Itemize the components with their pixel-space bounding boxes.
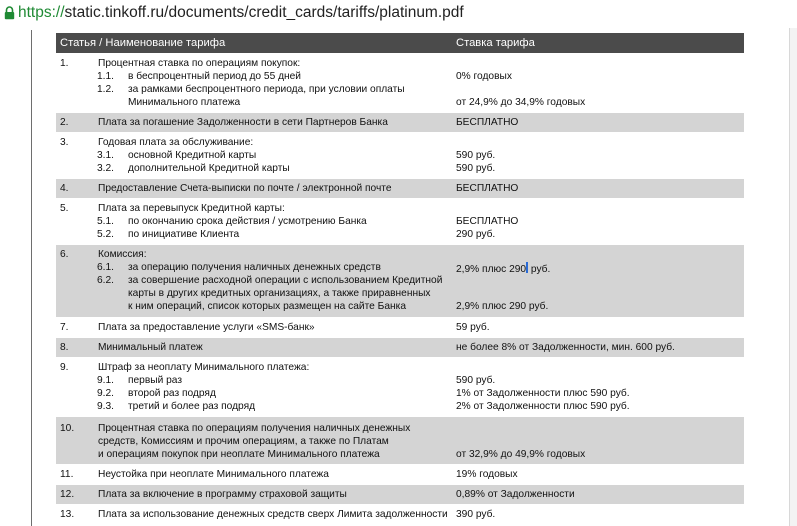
row-title: Процентная ставка по операциям получения наличных денежных bbox=[98, 423, 411, 434]
table-row bbox=[56, 53, 744, 112]
sub-number: 9.2. bbox=[97, 388, 114, 399]
sub-text: за операцию получения наличных денежных средств bbox=[128, 262, 381, 273]
sub-number: 9.1. bbox=[97, 375, 114, 386]
table-row bbox=[56, 464, 744, 484]
table-row bbox=[56, 178, 744, 198]
rate-value: 590 руб. bbox=[456, 150, 496, 161]
row-number: 5. bbox=[60, 203, 69, 214]
url-text[interactable] bbox=[18, 4, 464, 22]
url-protocol: https:// bbox=[18, 4, 65, 21]
table-row bbox=[56, 484, 744, 504]
address-bar[interactable] bbox=[0, 0, 797, 28]
row-number: 9. bbox=[60, 362, 69, 373]
rate-value: от 24,9% до 34,9% годовых bbox=[456, 97, 586, 108]
sub-number: 3.1. bbox=[97, 150, 114, 161]
row-number: 10. bbox=[60, 423, 75, 434]
rate-value: БЕСПЛАТНО bbox=[456, 117, 519, 128]
rate-value: 19% годовых bbox=[456, 469, 518, 480]
sub-text: дополнительной Кредитной карты bbox=[128, 163, 290, 174]
row-title: Комиссия: bbox=[98, 249, 147, 260]
rate-value: 0,89% от Задолженности bbox=[456, 489, 575, 500]
header-article: Статья / Наименование тарифа bbox=[60, 37, 226, 49]
rate-value: 2,9% плюс 290 руб. bbox=[456, 301, 549, 312]
rate-value: от 32,9% до 49,9% годовых bbox=[456, 449, 586, 460]
row-number: 6. bbox=[60, 249, 69, 260]
rate-value: 2% от Задолженности плюс 590 руб. bbox=[456, 401, 630, 412]
sub-number: 1.1. bbox=[97, 71, 114, 82]
page-edge bbox=[31, 30, 32, 526]
rate-value: не более 8% от Задолженности, мин. 600 руб. bbox=[456, 342, 675, 353]
row-title: Плата за включение в программу страховой защиты bbox=[98, 489, 347, 500]
row-title: и операциям покупок при неоплате Минимального платежа bbox=[98, 449, 380, 460]
header-rate: Ставка тарифа bbox=[456, 37, 535, 49]
row-title: Плата за предоставление услуги «SMS-банк» bbox=[98, 322, 315, 333]
rate-value bbox=[456, 262, 550, 275]
sub-number: 5.2. bbox=[97, 229, 114, 240]
row-number: 8. bbox=[60, 342, 69, 353]
sub-text: в беспроцентный период до 55 дней bbox=[128, 71, 302, 82]
table-row bbox=[56, 504, 744, 524]
row-title: Предоставление Счета-выписки по почте / электронной почте bbox=[98, 183, 392, 194]
rate-value-part: руб. bbox=[528, 264, 551, 275]
row-title: Штраф за неоплату Минимального платежа: bbox=[98, 362, 310, 373]
sub-number: 5.1. bbox=[97, 216, 114, 227]
rate-value: 590 руб. bbox=[456, 163, 496, 174]
tariff-table bbox=[56, 33, 744, 524]
table-row bbox=[56, 416, 744, 464]
sub-number: 3.2. bbox=[97, 163, 114, 174]
row-number: 4. bbox=[60, 183, 69, 194]
table-row bbox=[56, 132, 744, 178]
rate-value: 1% от Задолженности плюс 590 руб. bbox=[456, 388, 630, 399]
rate-value: БЕСПЛАТНО bbox=[456, 183, 519, 194]
rate-value-part: 2,9% плюс 290 bbox=[456, 264, 527, 275]
row-number: 1. bbox=[60, 58, 69, 69]
sub-text: по инициативе Клиента bbox=[128, 229, 240, 240]
sub-text: Минимального платежа bbox=[128, 97, 241, 108]
url-path: static.tinkoff.ru/documents/credit_cards/tariffs/platinum.pdf bbox=[64, 4, 464, 21]
row-number: 2. bbox=[60, 117, 69, 128]
sub-text: за рамками беспроцентного периода, при условии оплаты bbox=[128, 84, 405, 95]
table-row bbox=[56, 244, 744, 317]
rate-value: 0% годовых bbox=[456, 71, 512, 82]
sub-text: к ним операций, список которых размещен на сайте Банка bbox=[128, 301, 406, 312]
row-title: средств, Комиссиям и прочим операциям, а также по Платам bbox=[98, 436, 389, 447]
scrollbar[interactable] bbox=[789, 28, 797, 526]
sub-number: 6.1. bbox=[97, 262, 114, 273]
row-title: Плата за погашение Задолженности в сети Партнеров Банка bbox=[98, 117, 388, 128]
sub-text: по окончанию срока действия / усмотрению Банка bbox=[128, 216, 367, 227]
rate-value: БЕСПЛАТНО bbox=[456, 216, 519, 227]
table-row bbox=[56, 357, 744, 416]
rate-value: 290 руб. bbox=[456, 229, 496, 240]
table-row bbox=[56, 337, 744, 357]
row-title: Плата за перевыпуск Кредитной карты: bbox=[98, 203, 285, 214]
row-number: 3. bbox=[60, 137, 69, 148]
sub-text: основной Кредитной карты bbox=[128, 150, 257, 161]
sub-text: третий и более раз подряд bbox=[128, 401, 256, 412]
row-title: Плата за использование денежных средств сверх Лимита задолженности bbox=[98, 509, 448, 520]
sub-number: 9.3. bbox=[97, 401, 114, 412]
row-number: 13. bbox=[60, 509, 75, 520]
sub-text: карты в других кредитных организациях, а также приравненных bbox=[128, 288, 431, 299]
rate-value: 59 руб. bbox=[456, 322, 490, 333]
sub-number: 1.2. bbox=[97, 84, 114, 95]
sub-text: первый раз bbox=[128, 375, 182, 386]
sub-text: за совершение расходной операции с использованием Кредитной bbox=[128, 275, 443, 286]
row-number: 11. bbox=[60, 469, 74, 480]
rate-value: 390 руб. bbox=[456, 509, 496, 520]
table-header bbox=[56, 33, 744, 53]
sub-text: второй раз подряд bbox=[128, 388, 216, 399]
sub-number: 6.2. bbox=[97, 275, 114, 286]
row-number: 7. bbox=[60, 322, 69, 333]
table-row bbox=[56, 198, 744, 244]
table-row bbox=[56, 317, 744, 337]
row-title: Минимальный платеж bbox=[98, 342, 203, 353]
rate-value: 590 руб. bbox=[456, 375, 496, 386]
row-title: Процентная ставка по операциям покупок: bbox=[98, 58, 301, 69]
lock-icon bbox=[4, 5, 15, 24]
row-title: Неустойка при неоплате Минимального платежа bbox=[98, 469, 329, 480]
row-number: 12. bbox=[60, 489, 75, 500]
table-row bbox=[56, 112, 744, 132]
row-title: Годовая плата за обслуживание: bbox=[98, 137, 254, 148]
